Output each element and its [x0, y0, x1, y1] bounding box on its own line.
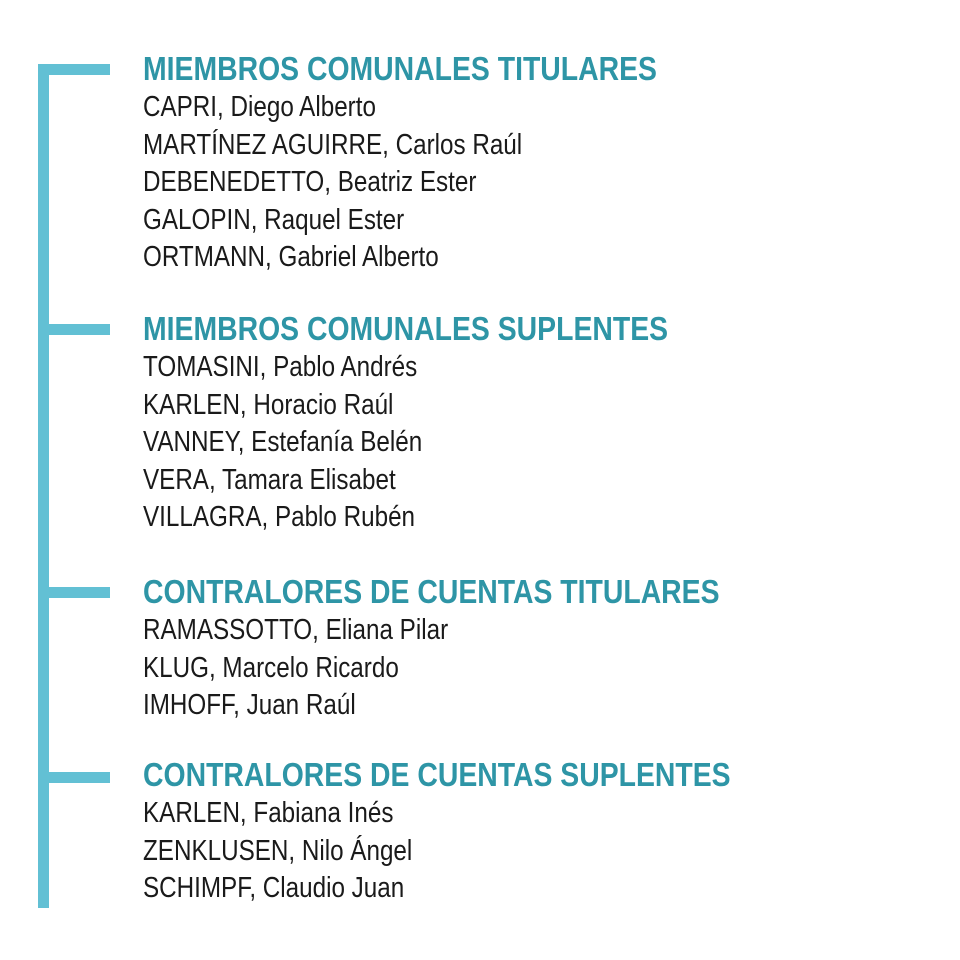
- member-name: CAPRI, Diego Alberto: [143, 91, 376, 123]
- bracket-tick: [38, 324, 110, 335]
- member-name: VANNEY, Estefanía Belén: [143, 426, 423, 459]
- section-title: MIEMBROS COMUNALES SUPLENTES: [143, 310, 669, 347]
- member-name: KARLEN, Horacio Raúl: [143, 388, 394, 421]
- member-name: KLUG, Marcelo Ricardo: [143, 651, 399, 684]
- member-name: VILLAGRA, Pablo Rubén: [143, 501, 416, 534]
- section-miembros-comunales-suplentes: [143, 309, 754, 537]
- section-miembros-comunales-titulares: [143, 49, 741, 277]
- member-name: IMHOFF, Juan Raúl: [143, 689, 356, 722]
- member-name: RAMASSOTTO, Eliana Pilar: [143, 614, 449, 646]
- member-list: [143, 795, 826, 908]
- section-contralores-de-cuentas-titulares: [143, 572, 813, 725]
- member-name: DEBENEDETTO, Beatriz Ester: [143, 166, 477, 199]
- section-title: CONTRALORES DE CUENTAS TITULARES: [143, 573, 720, 610]
- member-name: ZENKLUSEN, Nilo Ángel: [143, 834, 413, 867]
- member-name: GALOPIN, Raquel Ester: [143, 203, 405, 236]
- section-contralores-de-cuentas-suplentes: [143, 755, 826, 908]
- member-name: SCHIMPF, Claudio Juan: [143, 872, 405, 905]
- member-name: TOMASINI, Pablo Andrés: [143, 351, 418, 383]
- bracket-tick: [38, 772, 110, 783]
- member-list: [143, 349, 754, 537]
- member-list: [143, 89, 741, 277]
- section-title: MIEMBROS COMUNALES TITULARES: [143, 50, 657, 87]
- member-name: ORTMANN, Gabriel Alberto: [143, 241, 439, 274]
- member-name: KARLEN, Fabiana Inés: [143, 797, 394, 829]
- section-title: CONTRALORES DE CUENTAS SUPLENTES: [143, 756, 731, 793]
- member-list: [143, 612, 813, 725]
- bracket-tick: [38, 64, 110, 75]
- member-name: VERA, Tamara Elisabet: [143, 463, 396, 496]
- bracket-tick: [38, 587, 110, 598]
- member-name: MARTÍNEZ AGUIRRE, Carlos Raúl: [143, 128, 523, 161]
